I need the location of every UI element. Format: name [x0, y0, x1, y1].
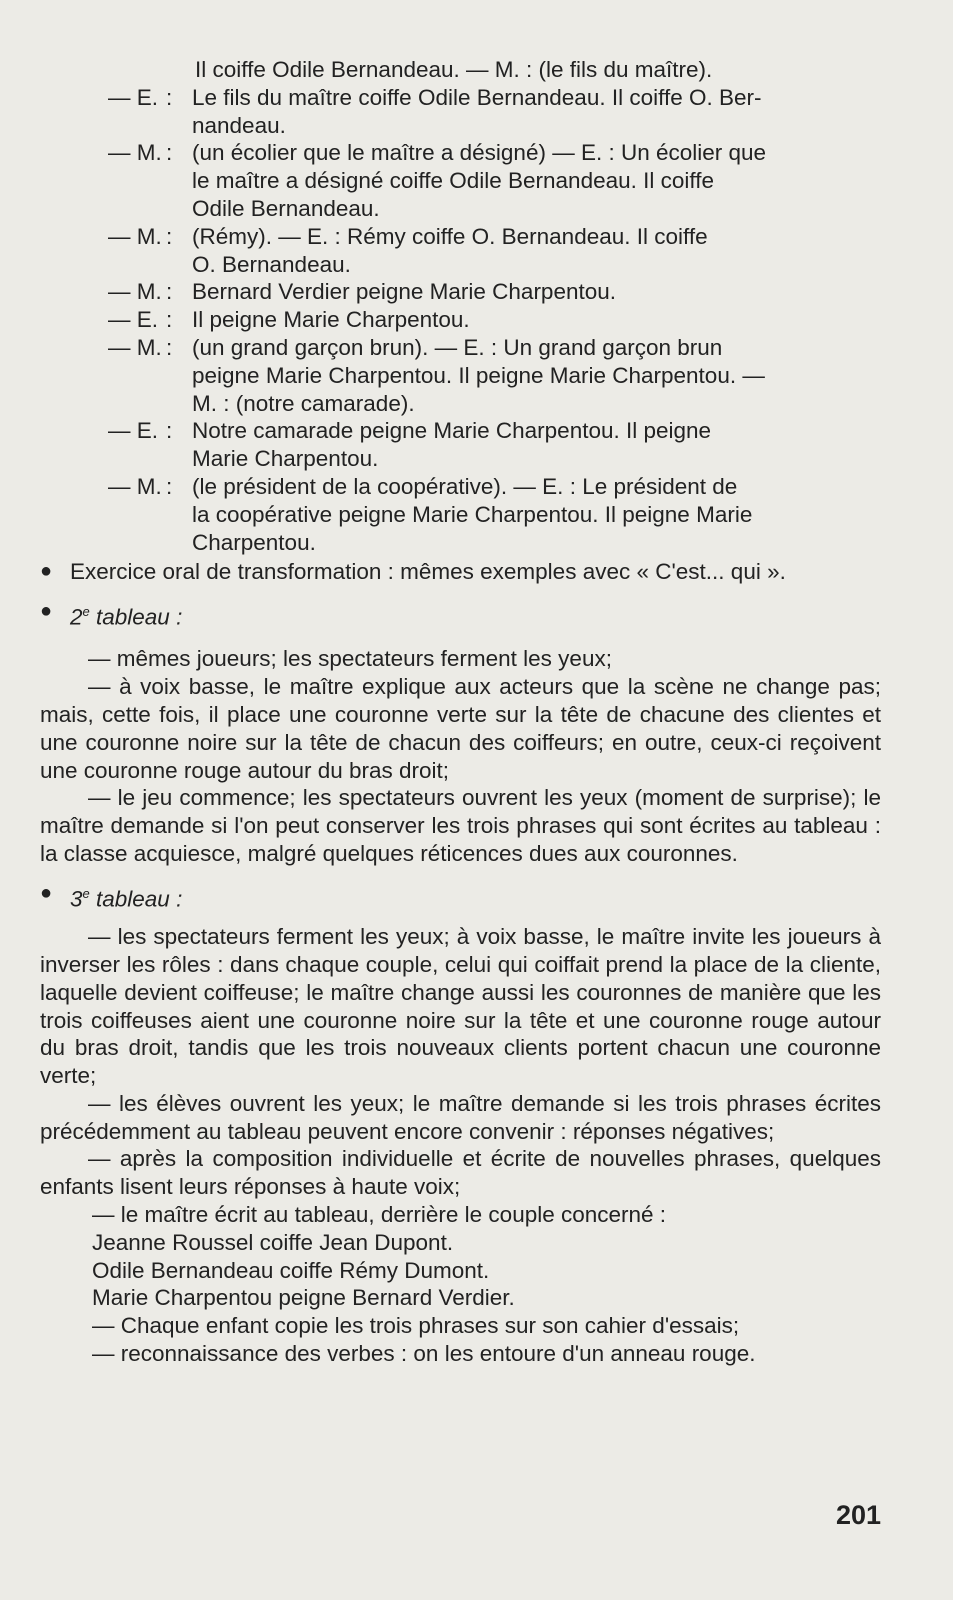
dialogue-text: (un écolier que le maître a désigné) — E. : Un écolier que	[192, 140, 767, 166]
dialogue-text: Notre camarade peigne Marie Charpentou. Il peigne	[192, 418, 712, 444]
dialogue-text: la coopérative peigne Marie Charpentou. Il peigne Marie	[192, 501, 753, 527]
tableau2-paragraph: — mêmes joueurs; les spectateurs ferment les yeux;	[88, 646, 612, 672]
bullet-text: Exercice oral de transformation : mêmes exemples avec « C'est... qui ».	[70, 559, 786, 585]
bullet-icon: ●	[40, 560, 53, 583]
dialogue-intro-line: Il coiffe Odile Bernandeau. — M. : (le fils du maître).	[195, 57, 713, 82]
speaker-label: — M.	[108, 279, 162, 305]
dialogue-text: Bernard Verdier peigne Marie Charpentou.	[192, 279, 617, 305]
speaker-label: — E.	[108, 418, 159, 444]
dialogue-text: nandeau.	[192, 112, 286, 138]
tableau3-list-line: Jeanne Roussel coiffe Jean Dupont.	[92, 1229, 454, 1255]
speaker-colon: :	[166, 84, 173, 110]
dialogue-line	[40, 223, 881, 279]
dialogue-line	[40, 417, 881, 473]
page-number: 201	[835, 1500, 881, 1530]
speaker-label: — M.	[108, 223, 162, 249]
speaker-label: — M.	[108, 140, 162, 166]
dialogue-text: Il peigne Marie Charpentou.	[192, 307, 470, 333]
dialogue-line	[40, 306, 881, 334]
heading-text: tableau :	[89, 886, 183, 912]
speaker-label: — E.	[108, 84, 159, 110]
tableau3-paragraph: — les spectateurs ferment les yeux; à voix basse, le maître invite les joueurs à inverser les rôles : dans chaque couple, celui qui coiffait prend la place de la cliente, laquelle devient coiffeuse; le maître change aussi les couronnes de manière que les trois coiffeuses aient une couronne noire sur la tête et une couronne rouge autour du bras droit, tandis que les trois nouveaux clients portent chacun une couronne verte;	[40, 924, 881, 1089]
dialogue-line	[40, 139, 881, 222]
heading-superscript: e	[82, 885, 90, 901]
heading-superscript: e	[82, 604, 90, 620]
dialogue-text: (Rémy). — E. : Rémy coiffe O. Bernandeau. Il coiffe	[192, 223, 708, 249]
dialogue-text: O. Bernandeau.	[192, 251, 351, 277]
dialogue-text: Marie Charpentou.	[192, 446, 379, 472]
tableau3-list-line: Marie Charpentou peigne Bernard Verdier.	[92, 1285, 515, 1311]
speaker-colon: :	[166, 223, 173, 249]
dialogue-text: Charpentou.	[192, 529, 316, 555]
tableau3-list-line: — Chaque enfant copie les trois phrases sur son cahier d'essais;	[92, 1313, 740, 1339]
speaker-label: — E.	[108, 307, 159, 333]
bullet-icon: ●	[40, 600, 53, 623]
tableau3-paragraph: — après la composition individuelle et écrite de nouvelles phrases, quelques enfants lisent leurs réponses à haute voix;	[40, 1146, 881, 1200]
speaker-colon: :	[166, 140, 173, 166]
dialogue-line	[40, 84, 881, 140]
dialogue-text: le maître a désigné coiffe Odile Bernandeau. Il coiffe	[192, 168, 714, 194]
bullet-icon: ●	[40, 881, 53, 904]
heading-number: 3	[70, 886, 83, 912]
tableau3-list-line: — reconnaissance des verbes : on les entoure d'un anneau rouge.	[92, 1341, 756, 1367]
speaker-label: — M.	[108, 473, 162, 499]
dialogue-text: Le fils du maître coiffe Odile Bernandeau. Il coiffe O. Ber-	[192, 84, 762, 110]
dialogue-line	[40, 278, 881, 306]
speaker-colon: :	[166, 279, 173, 305]
dialogue-line	[40, 334, 881, 417]
speaker-colon: :	[166, 307, 173, 333]
speaker-colon: :	[166, 334, 173, 360]
tableau3-paragraph: — les élèves ouvrent les yeux; le maître demande si les trois phrases écrites précédemment au tableau peuvent encore convenir : réponses négatives;	[40, 1090, 881, 1144]
dialogue-text: peigne Marie Charpentou. Il peigne Marie Charpentou. —	[192, 362, 765, 388]
bullet-item	[40, 558, 881, 586]
speaker-colon: :	[166, 418, 173, 444]
tableau2-paragraph: — à voix basse, le maître explique aux acteurs que la scène ne change pas; mais, cette fois, il place une couronne verte sur la tête de chacune des clientes et une couronne noire sur la tête de chacun des coiffeurs; en outre, ceux-ci reçoivent une couronne rouge autour du bras droit;	[40, 674, 881, 783]
tableau2-paragraph: — le jeu commence; les spectateurs ouvrent les yeux (moment de surprise); le maître demande si l'on peut conserver les trois phrases qui sont écrites au tableau : la classe acquiesce, malgré quelques réticences dues aux couronnes.	[40, 785, 881, 867]
heading-number: 2	[70, 604, 83, 630]
section-heading-tableau-3	[40, 880, 881, 913]
tableau3-list-line: Odile Bernandeau coiffe Rémy Dumont.	[92, 1257, 490, 1283]
dialogue-text: M. : (notre camarade).	[192, 390, 415, 416]
speaker-colon: :	[166, 473, 173, 499]
heading-text: tableau :	[89, 604, 183, 630]
dialogue-text: Odile Bernandeau.	[192, 195, 380, 221]
dialogue-line	[40, 473, 881, 556]
dialogue-text: (le président de la coopérative). — E. : Le président de	[192, 473, 738, 499]
speaker-label: — M.	[108, 334, 162, 360]
tableau3-list-line: — le maître écrit au tableau, derrière le couple concerné :	[92, 1202, 667, 1228]
section-heading-tableau-2	[40, 598, 881, 631]
dialogue-text: (un grand garçon brun). — E. : Un grand garçon brun	[192, 334, 723, 360]
